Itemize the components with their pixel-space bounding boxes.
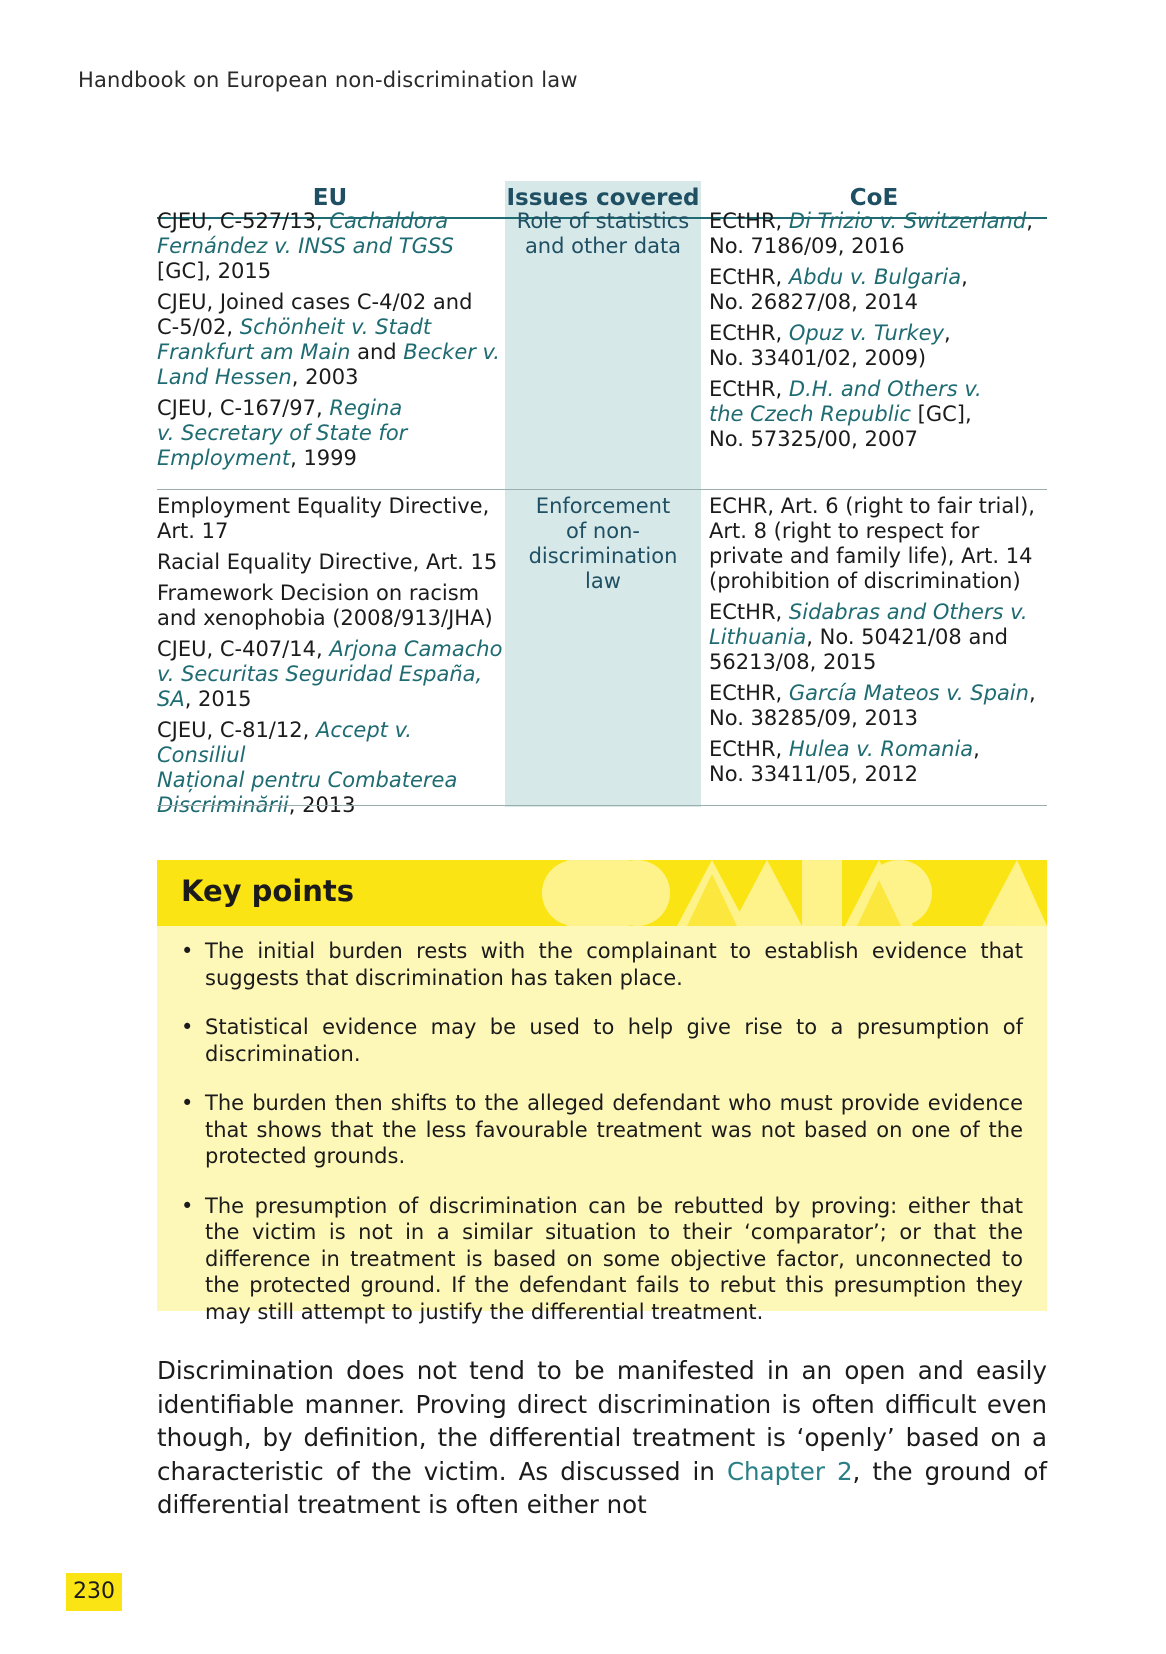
coe-entry: ECtHR, Abdu v. Bulgaria, No. 26827/08, 2014 bbox=[709, 265, 968, 314]
coe-entry: ECtHR, Hulea v. Romania, No. 33411/05, 2012 bbox=[709, 737, 980, 786]
eu-entry: CJEU, C-167/97, Regina v. Secretary of State for Employment, 1999 bbox=[157, 396, 408, 470]
eu-entry: Employment Equality Directive, Art. 17 bbox=[157, 494, 490, 543]
running-header: Handbook on European non-discrimination law bbox=[78, 68, 578, 92]
row1-eu-cell bbox=[157, 209, 503, 477]
list-item: • The initial burden rests with the complainant to establish evidence that suggests that discrimination has taken place. bbox=[181, 939, 1023, 990]
chapter-link[interactable]: Chapter 2 bbox=[726, 1456, 853, 1486]
eu-entry: CJEU, C-527/13, Cachaldora Fernández v. INSS and TGSS [GC], 2015 bbox=[157, 209, 454, 283]
coe-entry: ECHR, Art. 6 (right to fair trial), Art. 8 (right to respect for private and family life), Art. 14 (prohibition of discrimination) bbox=[709, 494, 1035, 593]
eu-entry: Framework Decision on racism and xenophobia (2008/913/JHA) bbox=[157, 581, 493, 630]
bullet-icon: • bbox=[181, 1193, 194, 1218]
eu-entry: CJEU, Joined cases C-4/02 and C-5/02, Schönheit v. Stadt Frankfurt am Main and Becker v. Land Hessen, 2003 bbox=[157, 290, 500, 389]
eu-entry: CJEU, C-407/14, Arjona Camacho v. Securitas Seguridad España, SA, 2015 bbox=[157, 637, 503, 711]
bullet-icon: • bbox=[181, 1015, 194, 1039]
column-header-coe: CoE bbox=[849, 185, 899, 211]
list-item: • The presumption of discrimination can be rebutted by proving: either that the victim is not in a similar situation to their ‘comparator’; or that the difference in treatment is based on some objective factor, unconnected to the protected ground. If the defendant fails to rebut this presumption they may still attempt to justify the differential treatment. bbox=[181, 1193, 1023, 1324]
key-points-list bbox=[181, 938, 1023, 1348]
list-item: • The burden then shifts to the alleged defendant who must provide evidence that shows that the less favourable treatment was not based on one of the protected grounds. bbox=[181, 1091, 1023, 1168]
coe-entry: ECtHR, Di Trizio v. Switzerland, No. 7186/09, 2016 bbox=[709, 209, 1033, 258]
row-divider bbox=[157, 489, 1047, 490]
row2-issue-cell: Enforcement of non- discrimination law bbox=[528, 494, 678, 593]
key-points-header bbox=[157, 860, 1047, 926]
eu-entry: Racial Equality Directive, Art. 15 bbox=[157, 550, 498, 574]
bullet-icon: • bbox=[181, 939, 194, 963]
coe-entry: ECtHR, Opuz v. Turkey, No. 33401/02, 2009) bbox=[709, 321, 951, 370]
decorative-shapes-icon bbox=[527, 860, 1047, 926]
coe-entry: ECtHR, Sidabras and Others v. Lithuania, No. 50421/08 and 56213/08, 2015 bbox=[709, 600, 1028, 674]
body-paragraph: Discrimination does not tend to be manifested in an open and easily identifiable manner. Proving direct discrimination is often difficult even though, by definition, the differential treatment is ‘openly’ based on a characteristic of the victim. As discussed in Chapter 2, the ground of differential treatment is often either not bbox=[157, 1356, 1047, 1519]
column-header-eu: EU bbox=[312, 185, 348, 211]
row2-eu-cell bbox=[157, 494, 503, 824]
bullet-icon: • bbox=[181, 1091, 194, 1115]
list-item: • Statistical evidence may be used to help give rise to a presumption of discrimination. bbox=[181, 1015, 1023, 1066]
key-points-title: Key points bbox=[181, 874, 355, 908]
page-number: 230 bbox=[66, 1573, 122, 1611]
table-bottom-rule bbox=[157, 805, 1047, 806]
row2-coe-cell bbox=[709, 494, 1047, 793]
row1-coe-cell bbox=[709, 209, 1047, 458]
eu-entry: CJEU, C-81/12, Accept v. Consiliul Național pentru Combaterea Discriminării, 2013 bbox=[157, 718, 458, 817]
row1-issue-cell: Role of statistics and other data bbox=[516, 209, 690, 258]
coe-entry: ECtHR, D.H. and Others v. the Czech Republic [GC], No. 57325/00, 2007 bbox=[709, 377, 982, 451]
key-points-box bbox=[157, 860, 1047, 1324]
column-header-issues: Issues covered bbox=[506, 185, 700, 211]
coe-entry: ECtHR, García Mateos v. Spain, No. 38285/09, 2013 bbox=[709, 681, 1036, 730]
